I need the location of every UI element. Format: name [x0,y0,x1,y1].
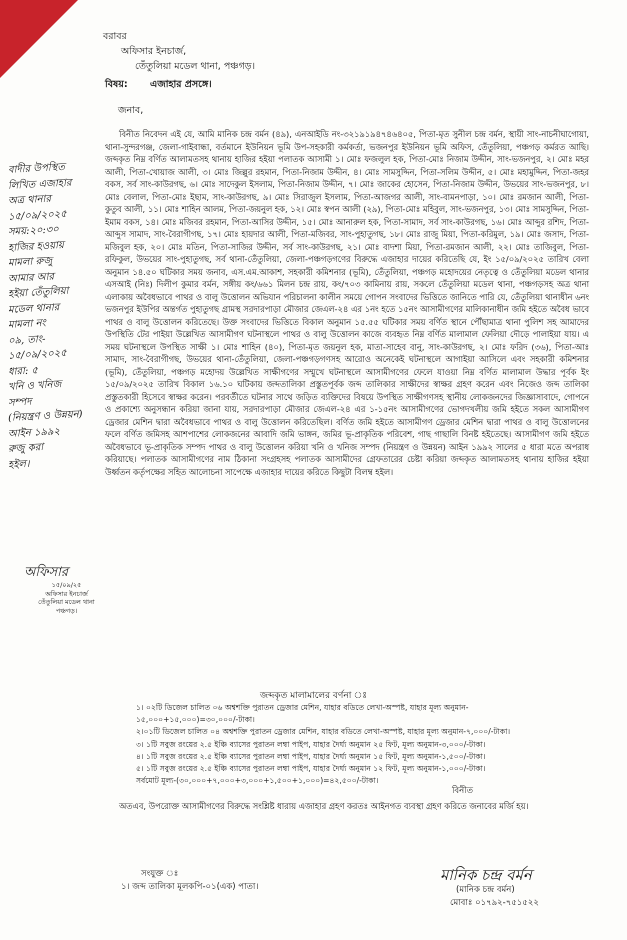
subject-label: বিষয়: [105,79,128,90]
handwritten-line: মামলা রুজু [7,255,53,269]
handwritten-line: ধারা: ৫ [7,364,39,378]
officer-stamp [24,565,109,615]
handwritten-line: হাজির হওয়ায় [7,239,65,254]
list-item: ৩। ১টি সবুজ রংয়ের ২.৫ ইঞ্চি ব্যাসের পুরাতন লম্বা পাইপ, যাহার দৈর্ঘ্য অনুমান ২৫ ফিট, মূল্য অনুমান-৩,০০০/-টাকা। [136,739,486,749]
stamp-line: পঞ্চগড়। [55,606,78,615]
recipient-title: অফিসার ইনচার্জ, [121,46,187,57]
signer-mobile: মোবাঃ ০১৭৯২-৭৫১৫২২ [450,898,539,908]
handwritten-line: (নিয়ন্ত্রণ ও উন্নয়ন) [7,408,83,424]
stamp-date: ১৫/০৯/২৫ [51,581,82,589]
handwritten-line: ১৫/০৯/২০২৫ [7,208,67,223]
seized-items-title: জব্দকৃত মালামালের বর্ণনা ঃ [259,691,368,701]
stamp-line: তেঁতুলিয়া মডেল থানা [38,598,95,606]
handwritten-line: আমার আর [7,270,55,285]
letter-body [105,128,589,480]
closing-paragraph: অতএব, উপরোক্ত আসামীগণের বিরুদ্ধে সংশ্লিষ্ট ধারায় এজাহার গ্রহণ করতঃ আইনগত ব্যবস্থা গ্রহণ করিতে জনাবের মর্জি হয়। [119,801,529,811]
to-label: বরাবর [103,31,127,42]
sign-block [452,785,592,798]
signer-name: (মানিক চন্দ্র বর্মন) [456,885,515,895]
handwritten-line: আইন ১৯৯২ [7,425,61,440]
signer-block [440,866,590,910]
handwritten-line: লিখিত এজাহার [7,177,72,192]
handwritten-line: ১৫/০৯/২০২৫ [7,347,67,362]
handwritten-line: বাদীর উপস্থিত [7,161,66,176]
list-item: সর্বমোট মূল্য-(৩০,০০০+৭,০০০+৩,০০০+১,৫০০+১,০০০)=৪২,৫০০/-টাকা। [136,776,379,786]
sign-off: বিনীত [452,786,474,796]
body-paragraph: বিনীত নিবেদন এই যে, আমি মানিক চন্দ্র বর্মন (৪৯), এনআইডি নং-৩২১৯১৯৪৭৪৬৪০৫, পিতা-মৃত সুনীল চন্দ্র বর্মন, স্থায়ী সাং-নাচনীঘাগোয়া, থানা-সুন্দরগঞ্জ, জেলা-গাইবান্ধা, বর্তমানে ইউনিয়ন ভূমি উপ-সহকারী কর্মকর্তা, ভজনপুর ইউনিয়ন ভূমি অফিস, তেঁতুলিয়া, পঞ্চগড় কর্মরত আছি। জব্দকৃত নিম্ন বর্ণিত আলামতসহ থানায় হাজির হইয়া পলাতক আসামী ১। মোঃ ফজলুল হক, পিতা-মোঃ নিজাম উদ্দীন, সাং-ভজনপুর, ২। মোঃ মহর আলী, পিতা-খোয়াজ আলী, ৩। মোঃ জিল্লুর রহমান, পিতা-নিজাম উদ্দীন, ৪। মোঃ সামসুদ্দিন, পিতা-সলিম উদ্দীন, ৫। মোঃ মহামুদ্দিন, পিতা-জহর বকস, সর্ব সাং-কাউরগছ, ৬। মোঃ সাদেকুল ইসলাম, পিতা-নিজাম উদ্দীন, ৭। মোঃ জাকের হোসেন, পিতা-নিজাম উদ্দীন, উভয়ের সাং-ভজনপুর, ৮। মোঃ বেলাল, পিতা-মোঃ ইছাম, সাং-কাউরগছ, ৯। মোঃ সিরাজুল ইসলাম, পিতা-আজগর আলী, সাং-বামনপাড়া, ১০। মোঃ রমজান আলী, পিতা-কুতুব আলী, ১১। মোঃ শাহিন আলম, পিতা-জয়নুল হক, ১২। মোঃ স্বপন আলী (২৯), পিতা-মোঃ মহিবুল, সাং-ভজনপুর, ১৩। মোঃ সামসুদ্দিন, পিতা-ইমাম বকস, ১৪। মোঃ মজিবর রহমান, পিতা-আসির উদ্দীন, ১৫। মোঃ আনারুল হক, পিতা-সামাদ, সর্ব সাং-কাউরগছ, ১৬। মোঃ আব্দুর রশিদ, পিতা-আব্দুস সামাদ, সাং-বৈরাগীগছ, ১৭। মোঃ হায়দার আলী, পিতা-মজিবর, সাং-পুহাতুগছ, ১৮। মোঃ রাজু মিয়া, পিতা-করিমুল, ১৯। মোঃ জসাদ, পিতা-মজিবুল হক, ২০। মোঃ মতিন, পিতা-সাজির উদ্দীন, সর্ব সাং-কাউরগছ, ২১। মোঃ বাদশা মিয়া, পিতা-রমজান আলী, ২২। মোঃ তাজিবুল, পিতা-রফিকুল, উভয়ের সাং-পুহাতুগছ, সর্ব থানা-তেঁতুলিয়া, জেলা-পঞ্চগড়গণের বিরুদ্ধে এজাহার দায়ের করিতেছি যে, ইং ১৫/০৯/২০২৫ তারিখ বেলা অনুমান ১৪.৫০ ঘটিকার সময় জনাব, এস.এম.আকাশ, সহকারী কমিশনার (ভূমি), তেঁতুলিয়া, পঞ্চগড় মহোদয়ের নেতৃত্বে ও তেঁতুলিয়া মডেল থানার এসআই (নিঃ) দিলীপ কুমার বর্মন, সঙ্গীয় কং/৬৬১ মিলন চন্দ্র রায়, কং/৭০৩ কামিনায় রায়, সকলে তেঁতুলিয়া মডেল থানা, পঞ্চগড়সহ অত্র থানা এলাকায় অবৈধভাবে পাথর ও বালু উত্তোলন অভিযান পরিচালনা কালীন সময়ে গোপন সংবাদের ভিত্তিতে জানিতে পারি যে, তেঁতুলিয়া থানাধীন ৬নং ভজনপুর ইউপির অন্তর্গত পুহাতুগছ গ্রামস্থ সরদারপাড়া মৌজার জেএল-২৪ এর ১নং হতে ১৫নং আসামীগণের মালিকানাধীন জমি হইতে অবৈধ ভাবে পাথর ও বালু উত্তোলন করিতেছে। উক্ত সংবাদের ভিত্তিতে বিকাল অনুমান ১৫.৫৫ ঘটিকার সময় বর্ণিত স্থানে পৌঁছামাত্র থানা পুলিশ সহ আমাদের উপস্থিতি টের পাইয়া উল্লেখিত আসামীগণ ঘটনাস্থলে পাথর ও বালু উত্তোলন কাজে ব্যবহৃত নিম্ন বর্ণিত মালামাল ফেলিয়া দৌড়ে পালাইয়া যায়। এ সময় ঘটনাস্থলে উপস্থিত সাক্ষী ১। মোঃ শাহিন (৪০), পিতা-মৃত জয়নুল হক, মাতা-সাহেব বানু, সাং-কাউরগছ, ২। মোঃ ফরিদ (৩৬), পিতা-আঃ সামাদ, সাং-বৈরাগীগছ, উভয়ের থানা-তেঁতুলিয়া, জেলা-পঞ্চগড়গণসহ আরোও অনেকেই ঘটনাস্থলে আগাইয়া আসিলে এবং সহকারী কমিশনার (ভূমি), তেঁতুলিয়া, পঞ্চগড় মহোদয় উল্লেখিত সাক্ষীগণের সম্মুখে ঘটনাস্থলে আসামীগণের ফেলে যাওয়া নিম্ন বর্ণিত মালামাল উদ্ধার পূর্বক ইং ১৫/০৯/২০২৫ তারিখ বিকাল ১৬.১০ ঘটিকায় জব্দতালিকা প্রস্তুতপূর্বক জব্দ তালিকার সাক্ষীদের স্বাক্ষর গ্রহণ করেন এবং নিজেও জব্দ তালিকা প্রস্তুতকারী হিসেবে স্বাক্ষর করেন। পরবর্তীতে ঘটনার সাথে জড়িত ব্যক্তিদের বিষয়ে উপস্থিত সাক্ষীগণসহ স্থানীয় লোকজনদের জিজ্ঞাসাবাদে, গোপনে ও প্রকাশ্যে অনুসন্ধান করিয়া জানা যায়, সরদারপাড়া মৌজার জেএল-২৪ এর ১-১৫নং আসামীগণের ভোগদখলীয় জমি হইতে সকল আসামীগণ ড্রেজার মেশিন দ্বারা অবৈধভাবে পাথর ও বালু উত্তোলন করিতেছিল। বর্ণিত জমি হইতে আসামীগণ ড্রেজার মেশিন দ্বারা পাথর ও বালু উত্তোলনের ফলে বর্ণিত জমিসহ আশপাশের লোকজনের আবাদি জমি ভাঙ্গন, জমির ভূ-প্রাকৃতিক পরিবেশ, গাছ গাছালি বিনষ্ট হইতেছে। আসামীগণ জমি হইতে অবৈধভাবে ভূ-প্রাকৃতিক সম্পদ পাথর ও বালু উত্তোলন করিয়া খনি ও খনিজ সম্পদ (নিয়ন্ত্রণ ও উন্নয়ন) আইন ১৯৯২ সালের ৫ ধারা মতে অপরাধ করিয়াছে। পলাতক আসামীগণের নাম ঠিকানা সংগ্রহসহ পলাতক আসামীদের গ্রেফতারের চেষ্টা করিয়া জব্দকৃত আলামতসহ থানায় হাজির হইয়া উর্ধ্বতন কর্তৃপক্ষের সহিত আলোচনা সাপেক্ষে এজাহার দায়ের করিতে কিছুটা বিলম্ব হইল। [105,129,589,477]
list-item: ১। ০২টি ডিজেল চালিত ০৬ অশ্বশক্তি পুরাতন ড্রেজার মেশিন, যাহার বডিতে লেখা-অস্পষ্ট, যাহার মূল্য অনুমান- [136,703,469,712]
recipient-station: তেঁতুলিয়া মডেল থানা, পঞ্চগড়। [135,61,255,72]
handwritten-line: মডেল থানার [7,301,60,316]
list-item: ৫। ১টি সবুজ রংয়ের ২.৫ ইঞ্চি ব্যাসের পুরাতন লম্বা পাইপ, যাহার দৈর্ঘ্য অনুমান ১২ ফিট, মূল্য অনুমান-১,০০০/-টাকা। [136,764,486,774]
list-item: ১৫,০০০+১৫,০০০)=৩০,০০০/-টাকা। [136,715,255,725]
salutation: জনাব, [118,105,144,116]
list-item: ২।০১টি ডিজেল চালিত ০৪ অশ্বশক্তি পুরাতন ড্রেজার মেশিন, যাহার বডিতে লেখা-অস্পষ্ট, যাহার মূল্য অনুমান-৭,০০০/-টাকা। [136,727,511,737]
handwritten-margin-notes [8,160,118,470]
officer-signature: অফিসার [24,565,68,580]
handwritten-line: সময়:২০:৩০ [7,224,60,238]
subject-text: এজাহার প্রসঙ্গে। [150,79,212,90]
stamp-line: অফিসার ইনচার্জ [45,589,88,598]
handwritten-line: মামলা নং [7,317,47,331]
handwritten-line: ০৯, তাং- [7,333,46,347]
handwritten-line: খনি ও খনিজ [7,379,62,393]
signer-signature: মানিক চন্দ্র বর্মন [440,866,532,884]
enclosure-item: ১। জব্দ তালিকা মূলকপি-০১(এক) পাতা। [121,882,259,892]
handwritten-line: অত্র থানার [7,193,52,207]
red-corner-mark [0,0,78,78]
handwritten-line: হইয়া তেঁতুলিয়া [7,285,69,300]
handwritten-line: হইল। [7,458,30,471]
seized-items-list [136,702,596,787]
handwritten-line: সম্পদ [7,396,32,409]
list-item: ৪। ১টি সবুজ রংয়ের ২.৫ ইঞ্চি ব্যাসের পুরাতন লম্বা পাইপ, যাহার দৈর্ঘ্য অনুমান ১৫ ফিট, মূল্য অনুমান-১,৫০০/-টাকা। [136,751,486,761]
handwritten-line: রুজু করা [7,442,44,455]
enclosure-title: সংযুক্ত ঃ [141,869,179,879]
